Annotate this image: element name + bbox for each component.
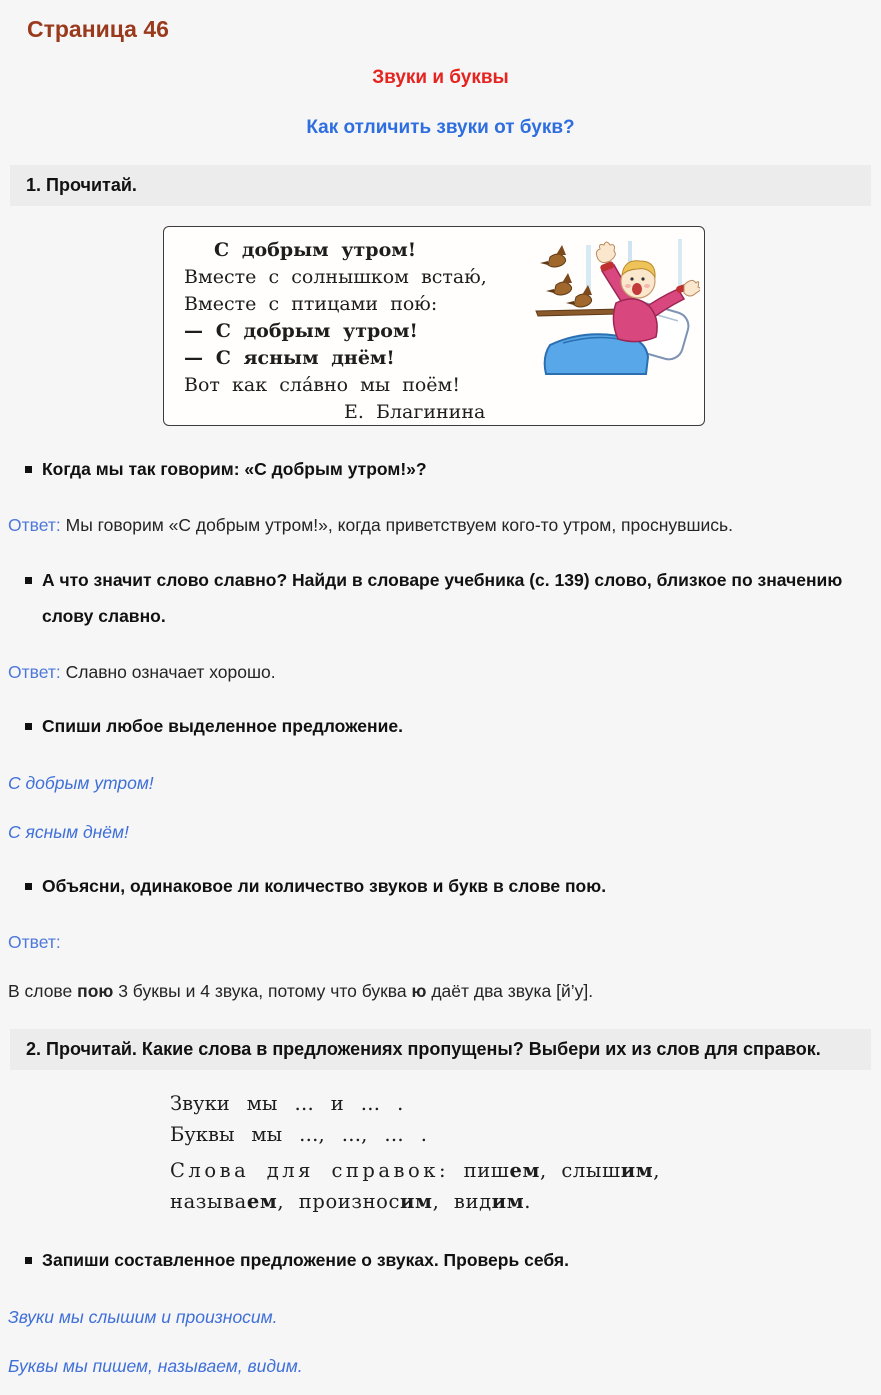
poem-line: — С добрым утром! bbox=[184, 320, 418, 343]
answer bbox=[8, 661, 871, 684]
question-text: Запиши составленное предложение о звуках. Проверь себя. bbox=[42, 1249, 569, 1270]
answer-text: даёт два звука [й’у]. bbox=[426, 980, 594, 1001]
bullet-square-icon bbox=[25, 577, 32, 584]
answer bbox=[8, 514, 871, 537]
question-text: Когда мы так говорим: «С добрым утром!»? bbox=[42, 459, 427, 480]
task2-bar bbox=[10, 1029, 871, 1070]
boy-waking-illustration bbox=[528, 239, 700, 419]
answer-label: Ответ: bbox=[8, 515, 61, 536]
poem-line: — С ясным днём! bbox=[184, 347, 395, 370]
excerpt-line: Буквы мы …, …, … . bbox=[170, 1122, 427, 1146]
excerpt-label: Слова для справок: bbox=[170, 1158, 450, 1182]
answer-italic: С добрым утром! bbox=[8, 773, 154, 794]
subsection-heading: Как отличить звуки от букв? bbox=[306, 117, 575, 138]
answer-label-line bbox=[8, 931, 871, 954]
bullet-square-icon bbox=[25, 466, 32, 473]
answer-bold-word: пою bbox=[77, 980, 114, 1001]
bird-icon bbox=[546, 273, 572, 295]
answer-label: Ответ: bbox=[8, 661, 61, 682]
question-item bbox=[25, 709, 851, 745]
question-text: А что значит слово славно? Найди в словаре учебника (с. 139) слово, близкое по значению слову славно. bbox=[42, 569, 843, 626]
question-item bbox=[25, 452, 851, 488]
answer bbox=[8, 980, 871, 1003]
poem-line: Вместе с птицами пою́: bbox=[184, 293, 438, 316]
poem-author: Е. Благинина bbox=[344, 401, 486, 424]
answer-label: Ответ: bbox=[8, 932, 61, 953]
page-title: Страница 46 bbox=[27, 16, 169, 42]
bullet-square-icon bbox=[25, 883, 32, 890]
answer-text: 3 буквы и 4 звука, потому что буква bbox=[113, 980, 412, 1001]
task1-bar bbox=[10, 165, 871, 206]
answer-italic: Буквы мы пишем, называем, видим. bbox=[8, 1355, 303, 1376]
answer-bold-word: ю bbox=[411, 980, 427, 1001]
section-heading: Звуки и буквы bbox=[372, 67, 509, 88]
task1-bar-label: 1. Прочитай. bbox=[26, 175, 137, 195]
answer-text: Славно означает хорошо. bbox=[65, 661, 276, 682]
answer-text: В слове bbox=[8, 980, 78, 1001]
poem-title: С добрым утром! bbox=[214, 239, 417, 262]
page bbox=[0, 16, 881, 1377]
textbook-excerpt-image bbox=[170, 1088, 881, 1217]
task2-bar-label: 2. Прочитай. Какие слова в предложениях пропущены? Выбери их из слов для справок. bbox=[26, 1038, 821, 1059]
excerpt-line: Слова для справок: пишем, слышим, называем, произносим, видим. bbox=[170, 1158, 661, 1213]
question-item bbox=[25, 1243, 851, 1279]
question-item bbox=[25, 563, 851, 635]
bird-icon bbox=[540, 245, 566, 267]
bullet-square-icon bbox=[25, 723, 32, 730]
answer-italic: С ясным днём! bbox=[8, 822, 129, 843]
answer-text: Мы говорим «С добрым утром!», когда приветствуем кого-то утром, проснувшись. bbox=[65, 515, 733, 536]
answer-italic: Звуки мы слышим и произносим. bbox=[8, 1306, 278, 1327]
question-text: Спиши любое выделенное предложение. bbox=[42, 716, 403, 737]
poem-excerpt-image bbox=[163, 226, 705, 426]
excerpt-line: Звуки мы … и … . bbox=[170, 1091, 404, 1115]
poem-text bbox=[184, 237, 528, 424]
poem-line: Вместе с солнышком встаю́, bbox=[184, 266, 487, 289]
question-text: Объясни, одинаковое ли количество звуков и букв в слове пою. bbox=[42, 876, 607, 897]
bullet-square-icon bbox=[25, 1257, 32, 1264]
poem-line: Вот как сла́вно мы поём! bbox=[184, 374, 460, 397]
question-item bbox=[25, 869, 851, 905]
